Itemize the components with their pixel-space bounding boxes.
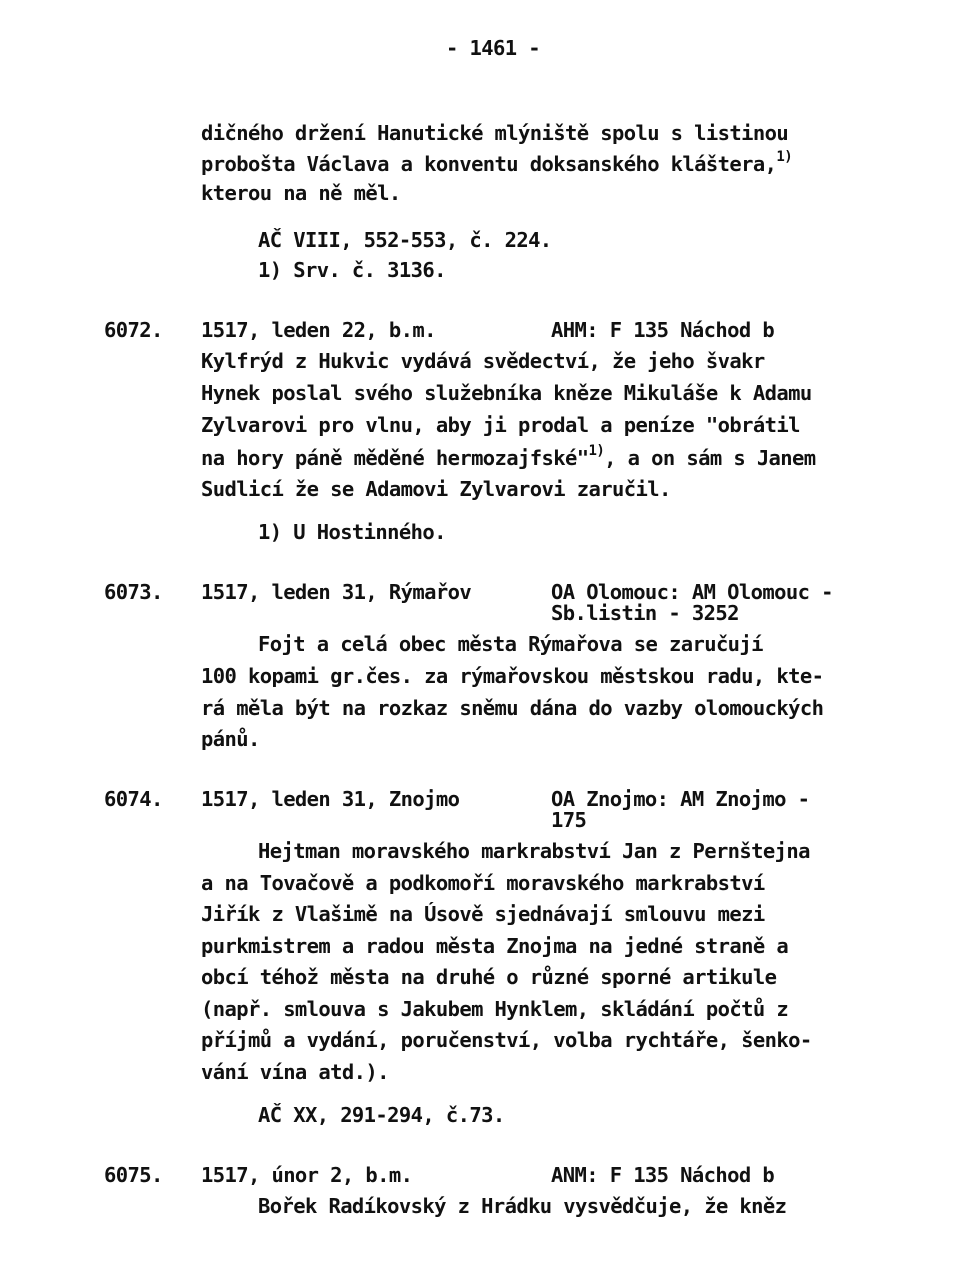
archive-reference: Sb.listin - 3252	[551, 601, 739, 625]
text-line: proboštа Václava a konventu doksanského kláštera,$^{1)}$	[201, 149, 793, 176]
entry-date: 1517, leden 31, Rýmařov	[201, 580, 472, 604]
text-line: (např. smlouva s Jakubem Hynklem, skládání počtů z	[201, 997, 789, 1021]
archive-reference: OA Olomouc: AM Olomouc -	[551, 580, 833, 604]
archive-reference: AHM: F 135 Náchod b	[551, 318, 775, 342]
source-citation: AČ XX, 291-294, č.73.	[258, 1103, 505, 1127]
text-line: Hejtman moravského markrabství Jan z Pernštejna	[258, 839, 810, 863]
entry-date: 1517, leden 22, b.m.	[201, 318, 436, 342]
text-line: rá měla být na rozkaz sněmu dána do vazby olomouckých	[201, 696, 824, 720]
text-line: purkmistrem a radou města Znojma na jedné straně a	[201, 934, 789, 958]
text-line: a na Tovačově a podkomoří moravského markrabství	[201, 871, 765, 895]
text-line: Sudlicí že se Adamovi Zylvarovi zaručil.	[201, 477, 671, 501]
text-line: kterou na ně měl.	[201, 181, 401, 205]
footnote-marker: 1)	[776, 149, 793, 166]
archive-reference: OA Znojmo: AM Znojmo -	[551, 787, 810, 811]
source-citation: AČ VIII, 552-553, č. 224.	[258, 228, 552, 252]
footnote-marker: 1)	[588, 443, 605, 460]
text-line: Zylvarovi pro vlnu, aby ji prodal a peníze "obrátil	[201, 413, 800, 437]
text-line: dičného držení Hanutické mlýniště spolu s listinou	[201, 121, 789, 145]
entry-number: 6073.	[104, 580, 163, 604]
footnote: 1) U Hostinného.	[258, 520, 446, 544]
text-line: Fojt a celá obec města Rýmařova se zaručují	[258, 632, 763, 656]
text-line: příjmů a vydání, poručenství, volba rychtáře, šenko-	[201, 1028, 812, 1052]
text-line: Kylfrýd z Hukvic vydává svědectví, že jeho švakr	[201, 349, 765, 373]
archive-reference: ANM: F 135 Náchod b	[551, 1163, 775, 1187]
entry-number: 6072.	[104, 318, 163, 342]
footnote: 1) Srv. č. 3136.	[258, 258, 446, 282]
text-line: vání vína atd.).	[201, 1060, 389, 1084]
text-line: obcí téhož města na druhé o různé sporné artikule	[201, 965, 777, 989]
text-line: 100 kopami gr.čes. za rýmařovskou městskou radu, kte-	[201, 664, 824, 688]
entry-date: 1517, leden 31, Znojmo	[201, 787, 460, 811]
entry-date: 1517, únor 2, b.m.	[201, 1163, 413, 1187]
archive-reference: 175	[551, 808, 587, 832]
page-number: - 1461 -	[446, 36, 540, 60]
text-line: Jiřík z Vlašimě na Úsově sjednávají smlouvu mezi	[201, 902, 765, 926]
entry-number: 6074.	[104, 787, 163, 811]
text-line: pánů.	[201, 727, 260, 751]
text-line: na hory páně měděné hermozajfské"$^{1)}$, a on sám s Janem	[201, 443, 816, 470]
text-line: Hynek poslal svého služebníka kněze Mikuláše k Adamu	[201, 381, 812, 405]
text-line: Bořek Radíkovský z Hrádku vysvědčuje, že kněz	[258, 1194, 787, 1218]
entry-number: 6075.	[104, 1163, 163, 1187]
